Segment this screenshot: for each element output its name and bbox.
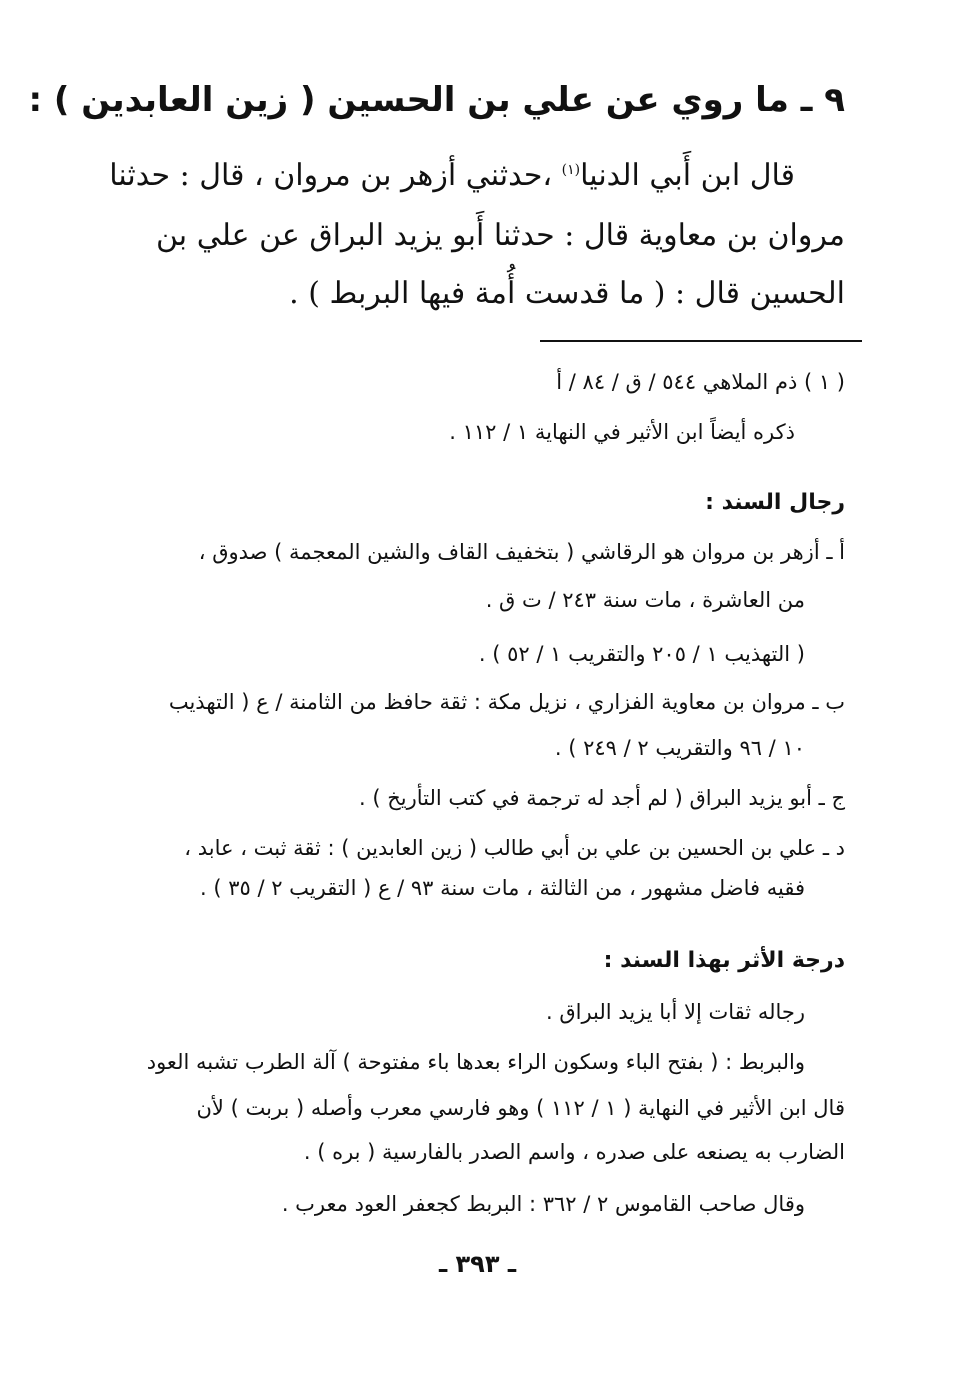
main-text-line-1b: ،حدثني أزهر بن مروان ، قال : حدثنا (109, 158, 553, 193)
narrator-d-line-2: فقيه فاضل مشهور ، من الثالثة ، مات سنة ٩٣ / ع ( التقريب ٢ / ٣٥ ) . (199, 876, 805, 900)
footnote-divider (540, 340, 862, 342)
footnote-2: ذكره أيضاً ابن الأثير في النهاية ١ / ١١٢ . (449, 420, 795, 444)
main-text-line-2: مروان بن معاوية قال : حدثنا أَبو يزيد البراق عن علي بن (155, 218, 845, 253)
main-text-line-1a: قال ابن أَبي الدنيا (580, 158, 795, 193)
footnote-1: ( ١ ) ذم الملاهي ٥٤٤ / ق / ٨٤ / أ (556, 370, 845, 394)
grade-paragraph-3: وقال صاحب القاموس ٢ / ٣٦٢ : البربط كجعفر العود معرب . (281, 1192, 805, 1216)
narrators-heading: رجال السند : (705, 490, 845, 515)
narrator-c-line-1: ج ـ أبو يزيد البراق ( لم أجد له ترجمة في كتب التأريخ ) . (358, 786, 845, 810)
grade-paragraph-2-line-1: والبربط : ( بفتح الباء وسكون الراء بعدها باء مفتوحة ) آلة الطرب تشبه العود (146, 1050, 805, 1074)
page-number: ـ ٣٩٣ ـ (438, 1250, 517, 1278)
narrator-a-line-2: من العاشرة ، مات سنة ٢٤٣ / ت ق . (485, 588, 805, 612)
narrator-b-line-1: ب ـ مروان بن معاوية الفزاري ، نزيل مكة : ثقة حافظ من الثامنة / ع ( التهذيب (168, 690, 845, 714)
main-text-line-3: الحسين قال : ( ما قدست أُمة فيها البربط ) . (289, 276, 845, 311)
grade-paragraph-1: رجاله ثقات إلا أبا يزيد البراق . (545, 1000, 805, 1024)
grade-paragraph-2-line-3: الضارب به يصنعه على صدره ، واسم الصدر بالفارسية ( بره ) . (303, 1140, 845, 1164)
narrator-a-line-1: أ ـ أزهر بن مروان هو الرقاشي ( بتخفيف القاف والشين المعجمة ) صدوق ، (198, 540, 845, 564)
footnote-ref: (١) (561, 162, 581, 178)
main-text-line-1 (109, 158, 795, 193)
grade-heading: درجة الأثر بهذا السند : (603, 948, 845, 973)
narrator-d-line-1: د ـ علي بن الحسين بن علي بن أبي طالب ( زين العابدين ) : ثقة ثبت ، عابد ، (184, 836, 845, 860)
section-heading: ٩ ـ ما روي عن علي بن الحسين ( زين العابدين ) : (28, 80, 845, 120)
grade-paragraph-2-line-2: قال ابن الأثير في النهاية ( ١ / ١١٢ ) وهو فارسي معرب وأصله ( بربت ) لأن (196, 1096, 845, 1120)
narrator-b-line-2: ١٠ / ٩٦ والتقريب ٢ / ٢٤٩ ) . (554, 736, 805, 760)
narrator-a-line-3: ( التهذيب ١ / ٢٠٥ والتقريب ١ / ٥٢ ) . (478, 642, 805, 666)
